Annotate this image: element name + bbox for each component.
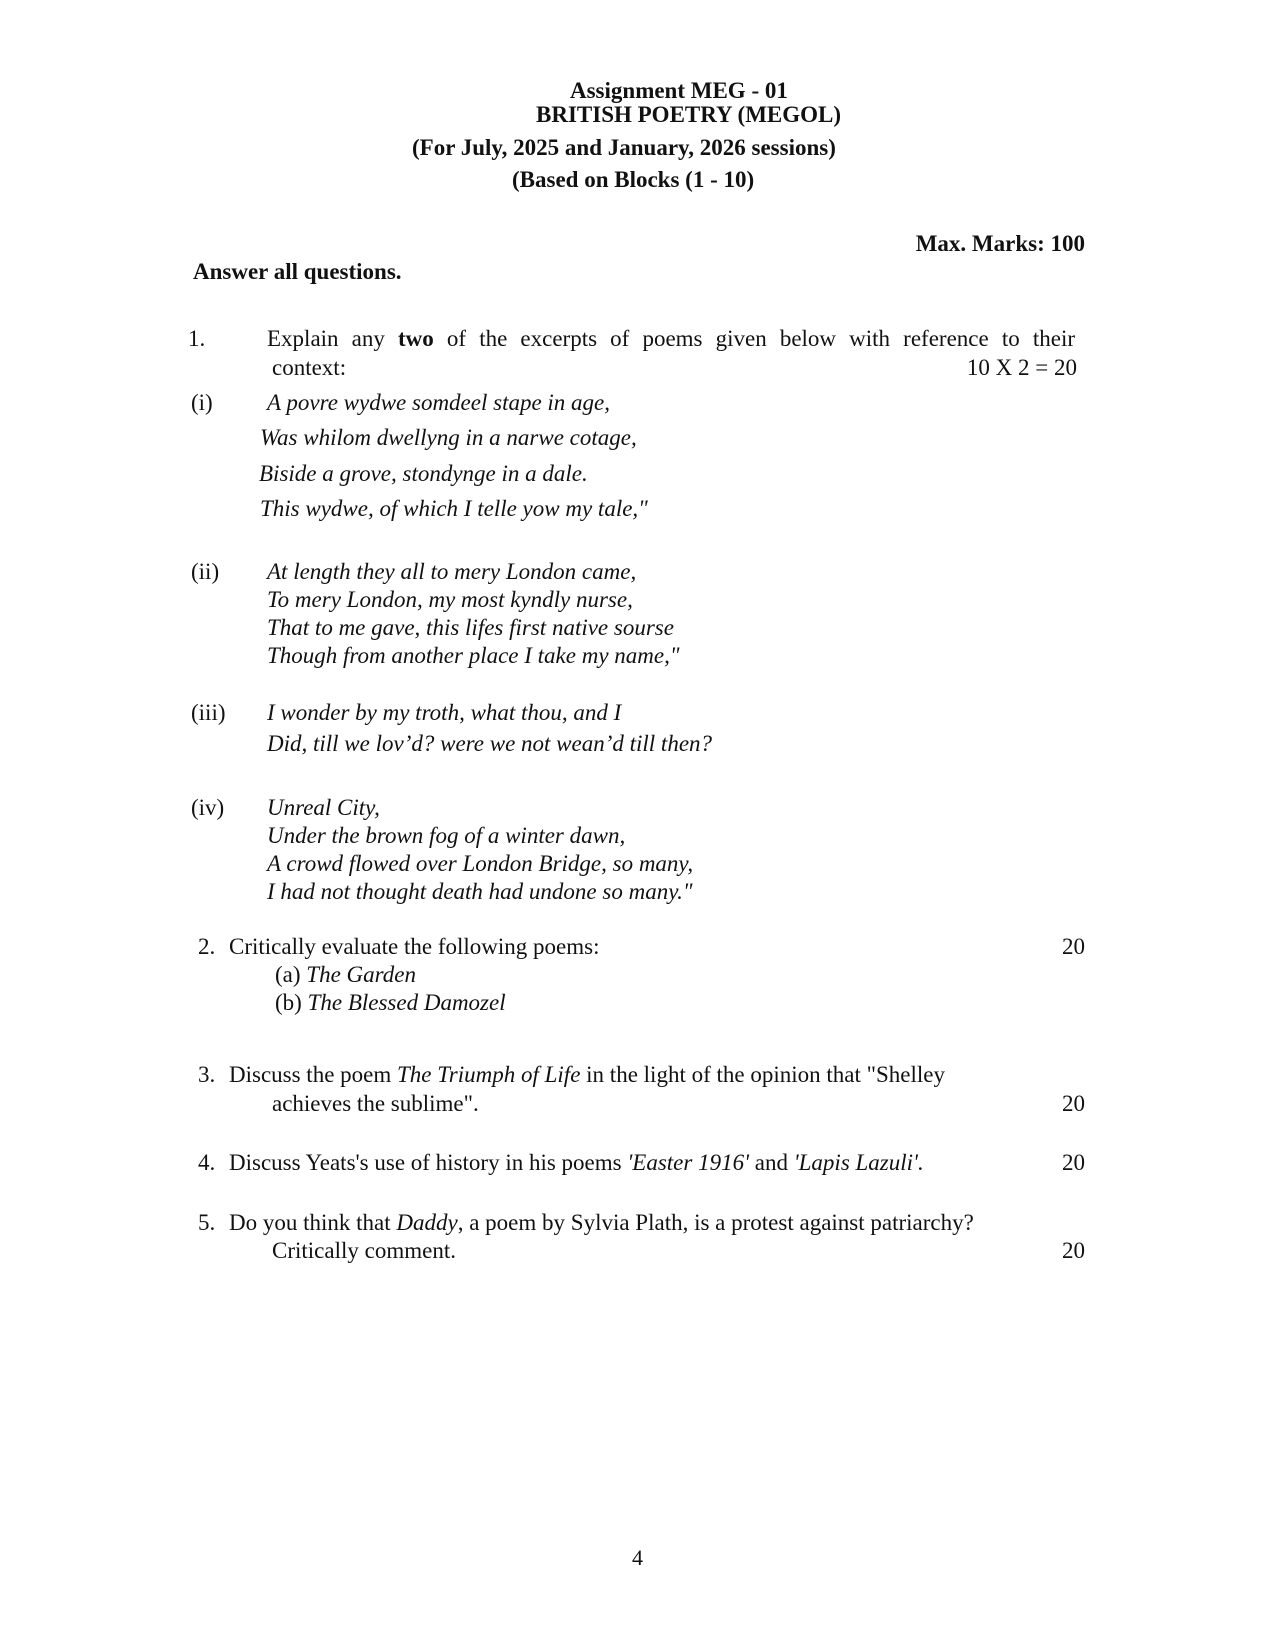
question-text-line2: Critically comment. <box>272 1238 456 1263</box>
poem-line: I wonder by my troth, what thou, and I <box>267 700 622 725</box>
question-text-bold: two <box>398 326 434 351</box>
poem-line: Was whilom dwellyng in a narwe cotage, <box>260 425 637 450</box>
poem-line: I had not thought death had undone so many." <box>267 879 693 904</box>
question-text <box>229 1210 974 1236</box>
question-text <box>229 1062 945 1088</box>
poem-title: The Garden <box>306 962 416 987</box>
poem-title: Daddy <box>396 1210 458 1235</box>
question-marks: 20 <box>1062 1150 1085 1175</box>
course-title: BRITISH POETRY (MEGOL) <box>536 102 842 127</box>
poem-line: At length they all to mery London came, <box>267 559 637 584</box>
question-number: 1. <box>188 326 206 351</box>
poem-line: Did, till we lov’d? were we not wean’d till then? <box>267 731 713 756</box>
question-number: 5. <box>198 1210 216 1235</box>
question-text-line2: achieves the sublime". <box>272 1091 479 1116</box>
max-marks: Max. Marks: 100 <box>915 231 1085 256</box>
question-text-part: and <box>749 1150 794 1175</box>
blocks-info: (Based on Blocks (1 - 10) <box>512 167 755 192</box>
poem-line: A crowd flowed over London Bridge, so many, <box>267 851 694 876</box>
question-text-part: of the excerpts of poems given below with reference to their <box>433 326 1075 351</box>
question-marks: 20 <box>1062 1091 1085 1116</box>
question-text <box>229 1150 924 1176</box>
question-text-line2: context: <box>272 355 347 380</box>
excerpt-label: (iv) <box>191 795 225 820</box>
question-marks: 20 <box>1062 934 1085 959</box>
poem-line: Under the brown fog of a winter dawn, <box>267 823 626 848</box>
question-text <box>267 326 1075 352</box>
item-prefix: (a) <box>275 962 307 987</box>
excerpt-label: (iii) <box>191 700 226 725</box>
poem-title: 'Easter 1916' <box>627 1150 749 1175</box>
poem-line: That to me gave, this lifes first native sourse <box>267 615 674 640</box>
poem-line: A povre wydwe somdeel stape in age, <box>267 390 611 415</box>
question-marks: 20 <box>1062 1238 1085 1263</box>
question-text-part: Discuss Yeats's use of history in his poems <box>229 1150 628 1175</box>
instruction: Answer all questions. <box>193 259 402 284</box>
assignment-code: Assignment MEG - 01 <box>570 78 788 103</box>
poem-line: Unreal City, <box>267 795 380 820</box>
question-marks: 10 X 2 = 20 <box>966 355 1077 380</box>
excerpt-label: (i) <box>191 390 213 415</box>
poem-title: 'Lapis Lazuli'. <box>793 1150 924 1175</box>
question-text-part: in the light of the opinion that "Shelley <box>580 1062 945 1087</box>
poem-item-b <box>275 990 506 1016</box>
session-info: (For July, 2025 and January, 2026 sessions) <box>412 135 836 160</box>
excerpt-label: (ii) <box>191 559 220 584</box>
question-number: 4. <box>198 1150 216 1175</box>
poem-title: The Triumph of Life <box>397 1062 581 1087</box>
question-text-part: Do you think that <box>229 1210 397 1235</box>
poem-line: This wydwe, of which I telle yow my tale," <box>260 496 648 521</box>
item-prefix: (b) <box>275 990 308 1015</box>
question-text-part: Explain any <box>267 326 398 351</box>
question-text-part: Discuss the poem <box>229 1062 398 1087</box>
poem-line: Biside a grove, stondynge in a dale. <box>259 461 588 486</box>
poem-line: To mery London, my most kyndly nurse, <box>267 587 633 612</box>
poem-item-a <box>275 962 416 988</box>
question-text-part: , a poem by Sylvia Plath, is a protest against patriarchy? <box>457 1210 974 1235</box>
poem-title: The Blessed Damozel <box>307 990 506 1015</box>
question-number: 2. <box>198 934 216 959</box>
page-number: 4 <box>632 1545 643 1570</box>
poem-line: Though from another place I take my name," <box>267 643 680 668</box>
question-text: Critically evaluate the following poems: <box>229 934 600 959</box>
question-number: 3. <box>198 1062 216 1087</box>
